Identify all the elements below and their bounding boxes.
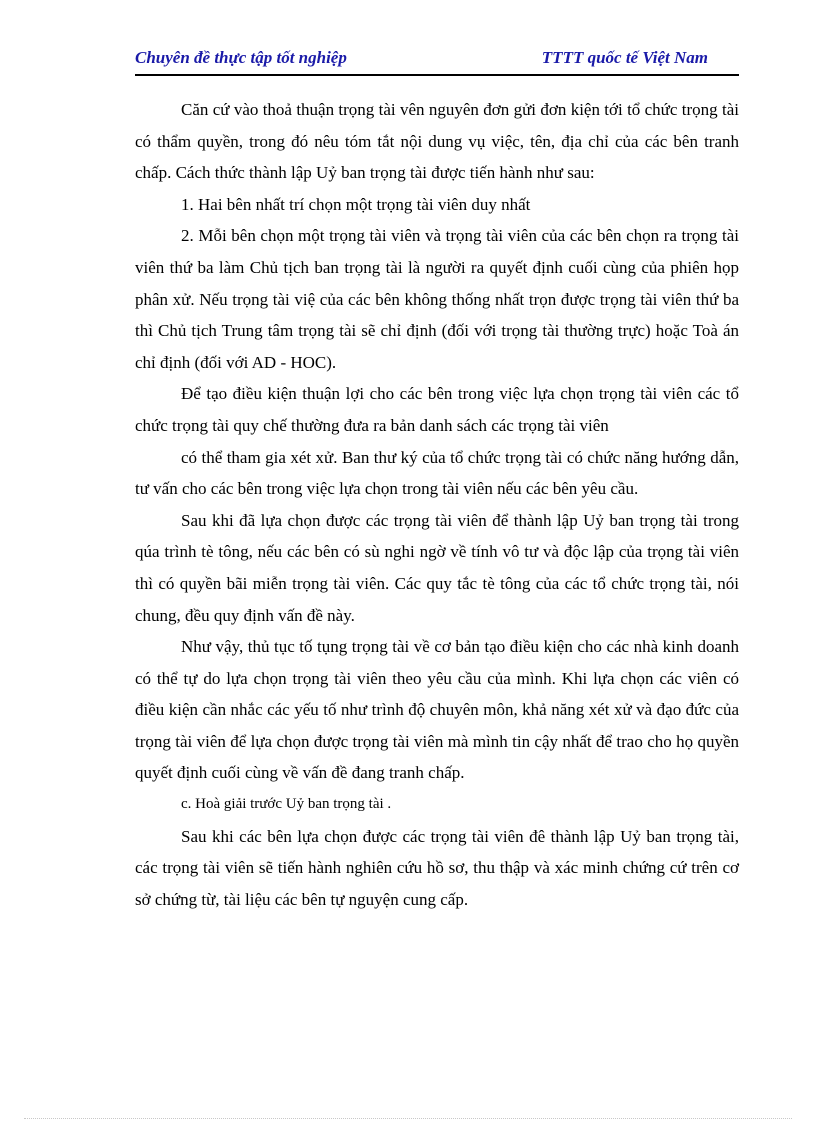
- footer-divider: [24, 1118, 792, 1119]
- page-header: [135, 48, 739, 76]
- header-left-title: Chuyên đề thực tập tốt nghiệp: [135, 48, 347, 67]
- header-right-title: TTTT quốc tế Việt Nam: [541, 48, 708, 67]
- document-body: [135, 94, 739, 915]
- paragraph-2: Để tạo điều kiện thuận lợi cho các bên trong việc lựa chọn trọng tài viên các tổ chức trọng tài quy chế thường đưa ra bản danh sách các trọng tài viên: [135, 384, 739, 435]
- paragraph-3: có thể tham gia xét xử. Ban thư ký của tổ chức trọng tài có chức năng hướng dẫn, tư vấn cho các bên trong việc lựa chọn trong tài viên nếu các bên yêu cầu.: [135, 447, 739, 499]
- section-heading: c. Hoà giải trước Uỷ ban trọng tài .: [181, 796, 392, 813]
- paragraph-1: Căn cứ vào thoả thuận trọng tài vên nguyên đơn gửi đơn kiện tới tổ chức trọng tài có thẩm quyền, trong đó nêu tóm tắt nội dung vụ việc, tên, địa chỉ của các bên tranh chấp. Cách thức thành lập Uỷ ban trọng tài được tiến hành như sau:: [135, 100, 739, 183]
- list-item-2: 2. Mỗi bên chọn một trọng tài viên và trọng tài viên của các bên chọn ra trọng tài viên thứ ba làm Chủ tịch ban trọng tài là người ra quyết định cuối cùng của phiên họp phân xử. Nếu trọng tài việ của các bên không thống nhất trọn được trọng tài viên thứ ba thì Chủ tịch Trung tâm trọng tài sẽ chỉ định (đối với trọng tài thường trực) hoặc Toà án chỉ định (đối với AD - HOC).: [135, 226, 739, 372]
- paragraph-6: Sau khi các bên lựa chọn được các trọng tài viên đê thành lập Uỷ ban trọng tài, các trọng tài viên sẽ tiến hành nghiên cứu hồ sơ, thu thập và xác minh chứng cứ trên cơ sở chứng từ, tài liệu các bên tự nguyện cung cấp.: [135, 826, 739, 909]
- paragraph-5: Như vậy, thủ tục tố tụng trọng tài về cơ bản tạo điều kiện cho các nhà kinh doanh có thể tự do lựa chọn trọng tài viên theo yêu cầu của mình. Khi lựa chọn các viên có điều kiện cần nhắc các yếu tố như trình độ chuyên môn, khả năng xét xử và đạo đức của trọng tài viên để lựa chọn được trọng tài viên mà mình tin cậy nhất để trao cho họ quyền quyết định cuối cùng về vấn đề đang tranh chấp.: [135, 637, 739, 783]
- list-item-1: 1. Hai bên nhất trí chọn một trọng tài viên duy nhất: [181, 194, 531, 214]
- paragraph-4: Sau khi đã lựa chọn được các trọng tài viên để thành lập Uỷ ban trọng tài trong qúa trình tè tông, nếu các bên có sù nghi ngờ về tính vô tư và độc lập của trọng tài viên thì có quyền bãi miễn trọng tài viên. Các quy tắc tè tông của các tổ chức trọng tài, nói chung, đều quy định vấn đề này.: [135, 510, 739, 625]
